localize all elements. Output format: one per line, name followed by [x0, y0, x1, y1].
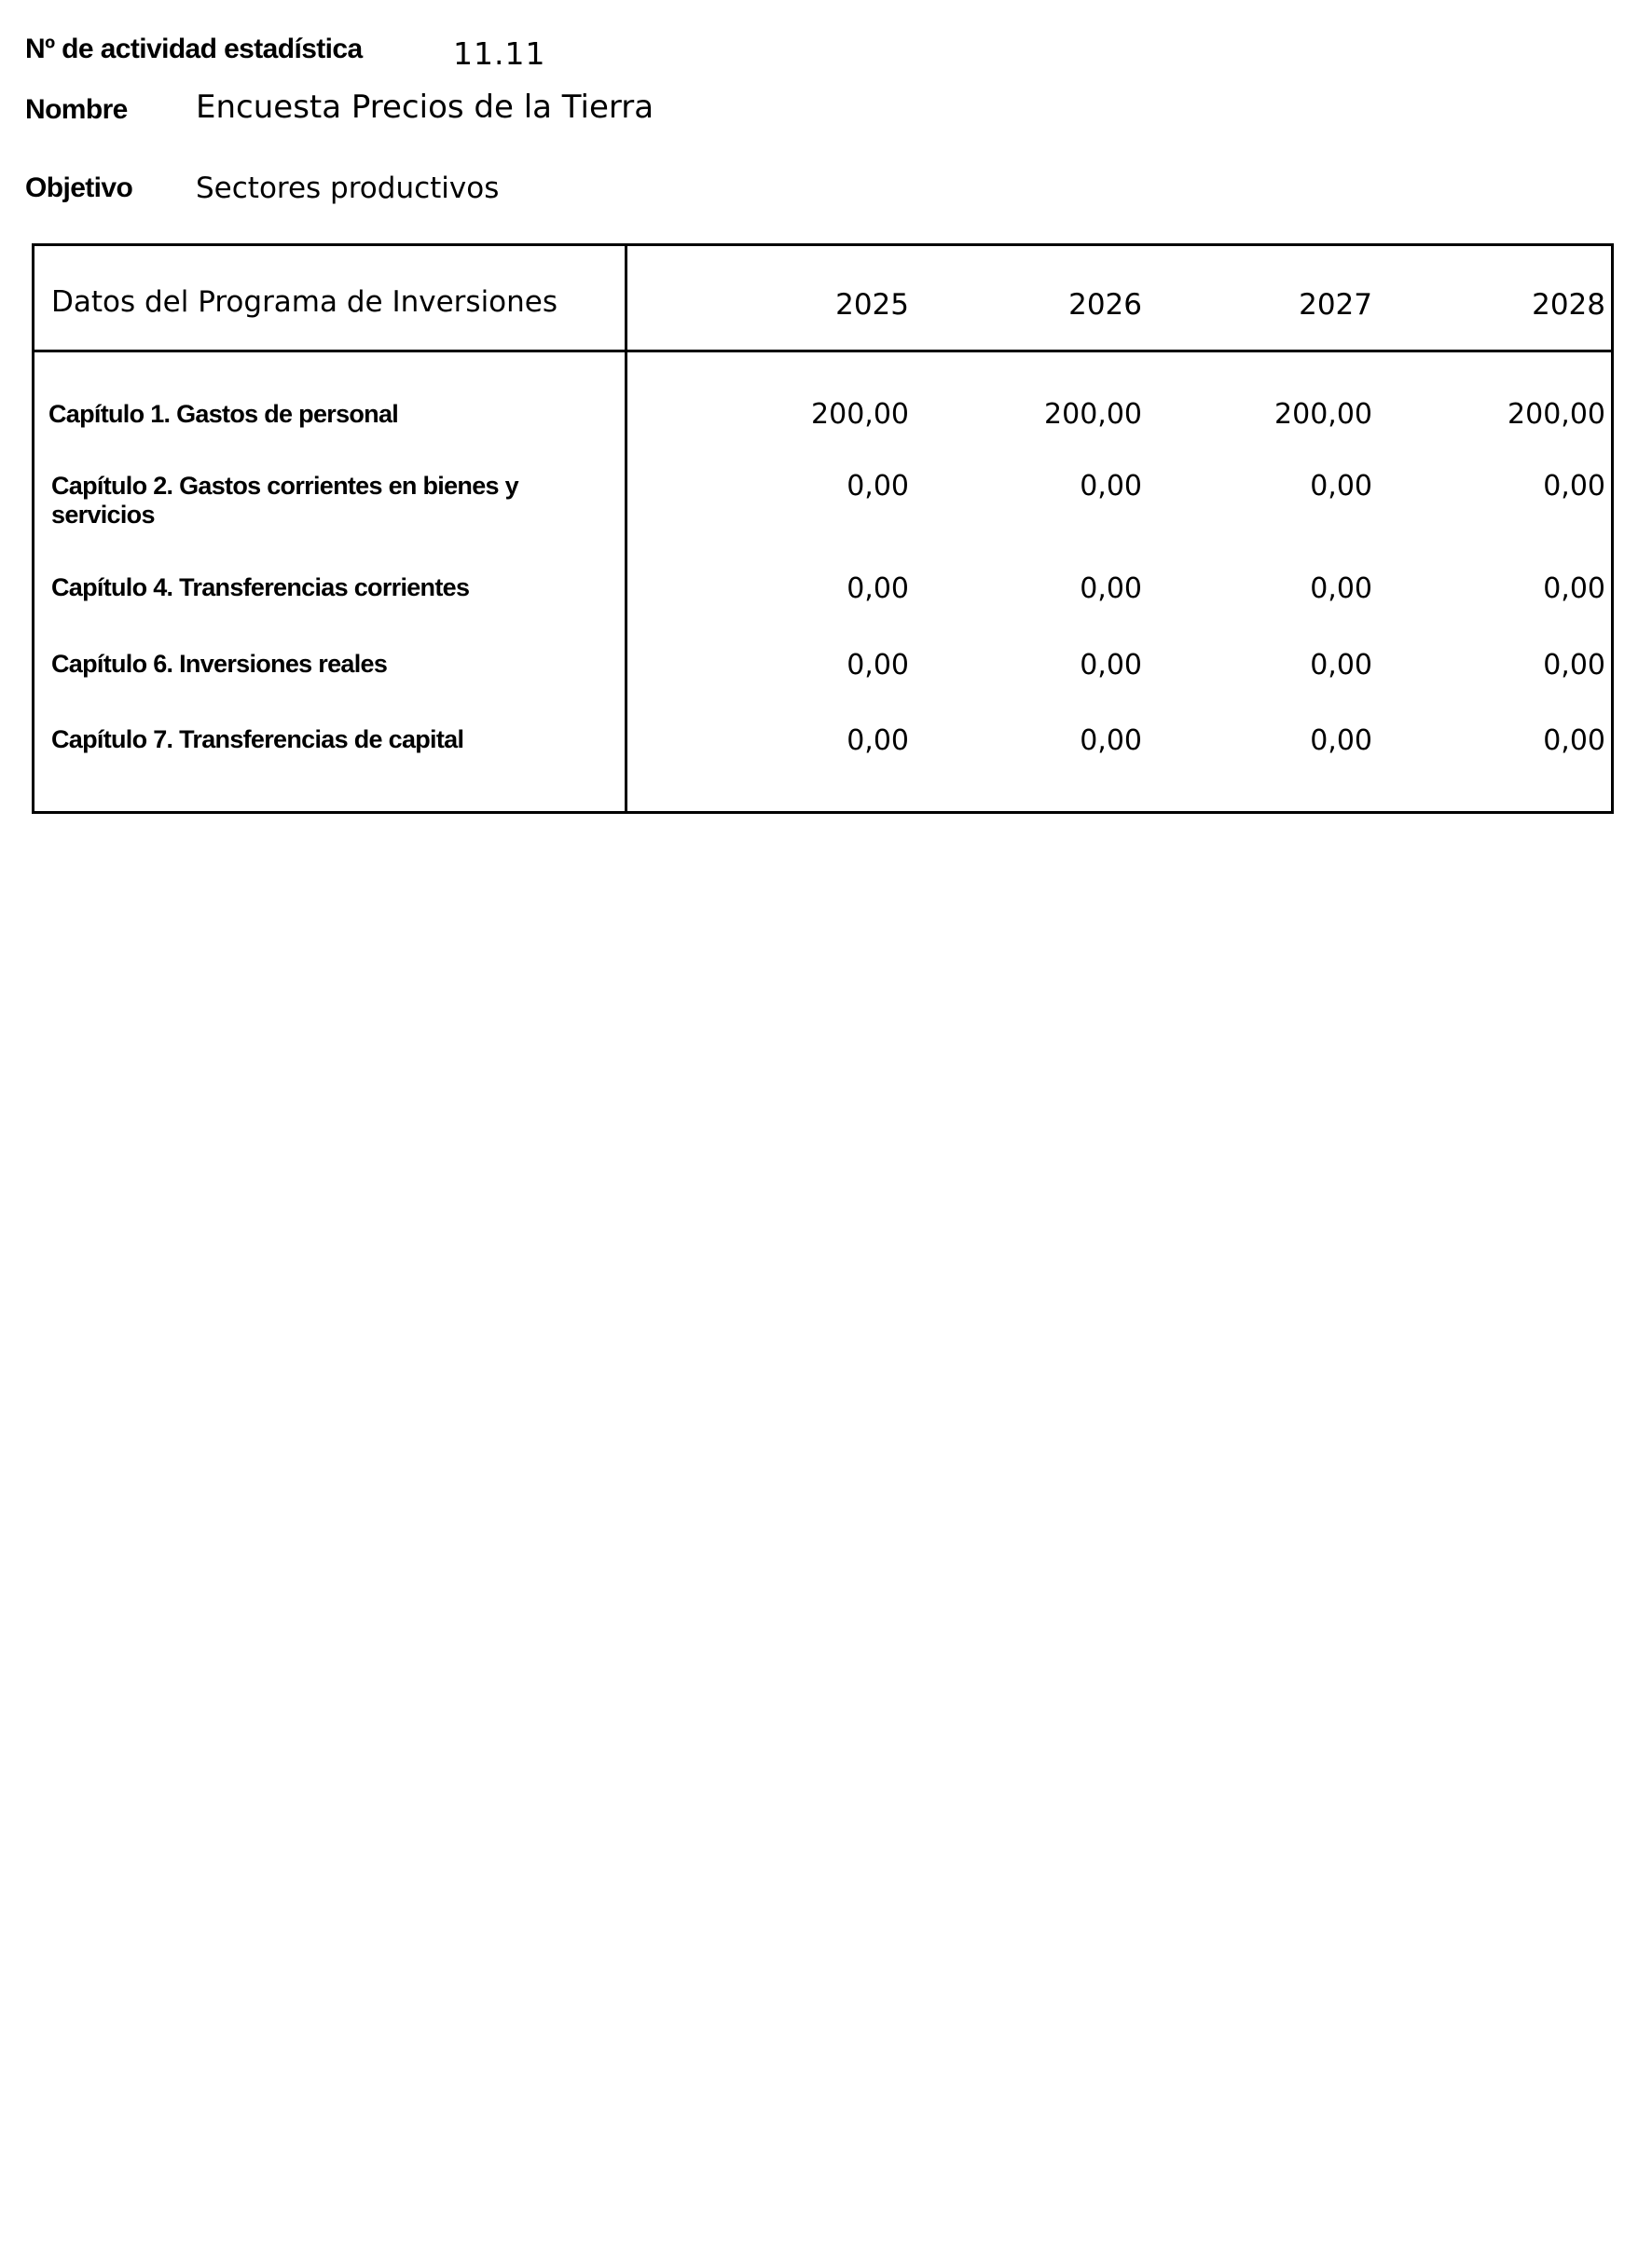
table-row-label: Capítulo 2. Gastos corrientes en bienes y servicios — [51, 472, 518, 529]
table-column-divider — [625, 246, 627, 811]
activity-number-label: Nº de actividad estadística — [25, 34, 363, 64]
year-header: 2026 — [1068, 288, 1142, 322]
investment-program-table — [32, 243, 1614, 814]
objective-label: Objetivo — [25, 172, 133, 203]
table-cell: 0,00 — [847, 724, 909, 757]
objective-value: Sectores productivos — [196, 172, 500, 205]
table-cell: 0,00 — [1080, 572, 1142, 605]
table-cell: 0,00 — [1543, 649, 1605, 681]
table-cell: 0,00 — [1543, 572, 1605, 605]
name-label: Nombre — [25, 94, 128, 125]
table-title: Datos del Programa de Inversiones — [51, 285, 558, 319]
table-cell: 0,00 — [1310, 470, 1372, 502]
table-row-label: Capítulo 6. Inversiones reales — [51, 650, 388, 678]
year-header: 2027 — [1299, 288, 1372, 322]
year-header: 2028 — [1532, 288, 1605, 322]
activity-number-value: 11.11 — [453, 35, 546, 72]
table-cell: 0,00 — [1543, 470, 1605, 502]
table-cell: 0,00 — [847, 649, 909, 681]
table-cell: 0,00 — [847, 470, 909, 502]
table-row-label: Capítulo 7. Transferencias de capital — [51, 725, 464, 753]
table-header-divider — [34, 350, 1611, 352]
table-cell: 200,00 — [1507, 398, 1605, 431]
table-row-label: Capítulo 1. Gastos de personal — [48, 400, 399, 428]
table-cell: 200,00 — [811, 398, 909, 431]
table-cell: 200,00 — [1044, 398, 1142, 431]
table-row-label: Capítulo 4. Transferencias corrientes — [51, 573, 470, 601]
table-cell: 0,00 — [1310, 649, 1372, 681]
table-cell: 0,00 — [1080, 470, 1142, 502]
table-cell: 200,00 — [1274, 398, 1372, 431]
table-cell: 0,00 — [1543, 724, 1605, 757]
year-header: 2025 — [835, 288, 909, 322]
table-cell: 0,00 — [847, 572, 909, 605]
table-cell: 0,00 — [1310, 724, 1372, 757]
table-cell: 0,00 — [1080, 649, 1142, 681]
name-value: Encuesta Precios de la Tierra — [196, 89, 654, 126]
table-cell: 0,00 — [1080, 724, 1142, 757]
table-cell: 0,00 — [1310, 572, 1372, 605]
